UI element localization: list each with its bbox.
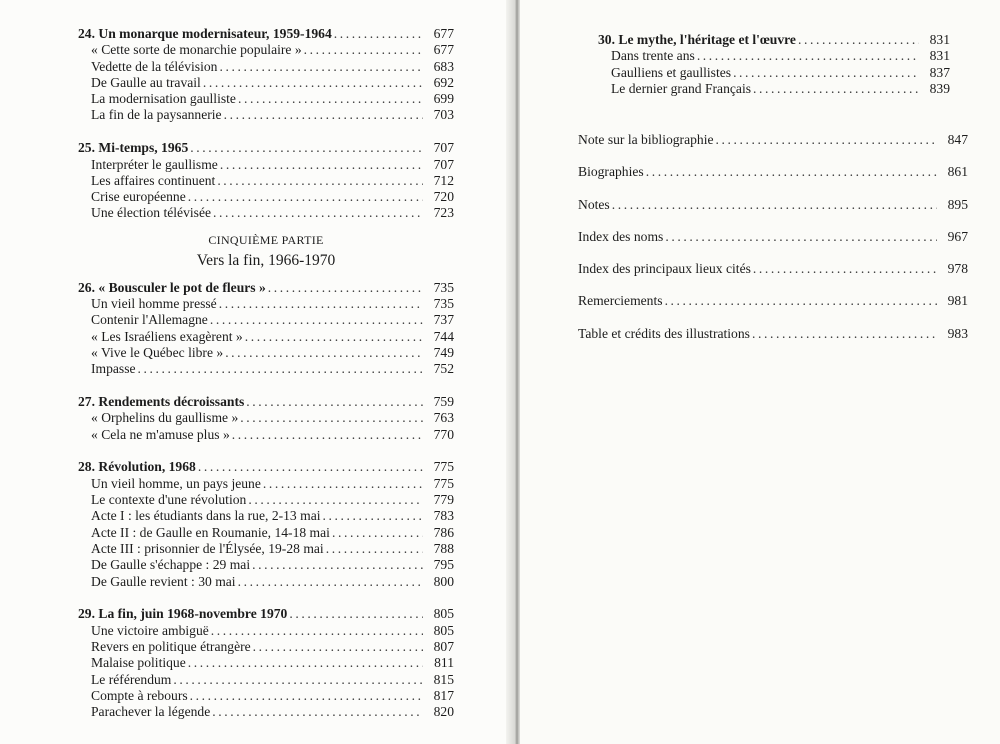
page-number: 712 <box>433 172 454 188</box>
entry-title: Index des principaux lieux cités <box>578 261 751 277</box>
toc-entry[interactable] <box>78 508 454 524</box>
dot-leader <box>665 229 937 245</box>
dot-leader <box>323 508 423 524</box>
entry-title: Note sur la bibliographie <box>578 132 714 147</box>
entry-title: Impasse <box>91 361 136 377</box>
toc-chapter-26[interactable] <box>78 280 454 296</box>
toc-chapter-29[interactable] <box>78 606 454 622</box>
entry-title: Compte à rebours <box>91 687 188 703</box>
dot-leader <box>304 42 423 58</box>
spacer <box>78 124 454 141</box>
entry-title: Notes <box>578 196 610 212</box>
entry-title: Remerciements <box>578 293 663 309</box>
entry-title: Acte III : prisonnier de l'Élysée, 19-28 mai <box>91 540 324 556</box>
page-number: 967 <box>947 228 968 244</box>
toc-entry[interactable] <box>78 75 454 91</box>
page-number: 847 <box>947 132 968 147</box>
entry-title: Malaise politique <box>91 655 186 671</box>
entry-title: Le référendum <box>91 671 172 687</box>
page-number: 759 <box>433 394 454 410</box>
toc-chapter-27[interactable] <box>78 394 454 410</box>
entry-title: Dans trente ans <box>611 48 695 64</box>
page-number: 775 <box>433 475 454 491</box>
toc-entry[interactable] <box>78 296 454 312</box>
chapter-title: 27. Rendements décroissants <box>78 394 245 410</box>
entry-title: De Gaulle revient : 30 mai <box>91 573 236 589</box>
dot-leader <box>220 157 423 173</box>
chapter-title: 30. Le mythe, l'héritage et l'œuvre <box>598 32 796 47</box>
dot-leader <box>753 81 919 97</box>
part-label: CINQUIÈME PARTIE <box>208 232 324 247</box>
toc-entry[interactable] <box>78 189 454 205</box>
entry-title: Parachever la légende <box>91 704 211 720</box>
entry-title: Une victoire ambiguë <box>91 622 209 638</box>
dot-leader <box>665 293 937 309</box>
toc-entry[interactable] <box>78 91 454 107</box>
entry-title: Contenir l'Allemagne <box>91 312 208 328</box>
dot-leader <box>716 132 937 148</box>
page-number: 735 <box>433 279 454 295</box>
toc-entry[interactable] <box>78 157 454 173</box>
page-number: 720 <box>433 189 454 205</box>
entry-title: La fin de la paysannerie <box>91 107 222 123</box>
chapter-title: 25. Mi-temps, 1965 <box>78 140 189 156</box>
part-title: Vers la fin, 1966-1970 <box>196 251 336 269</box>
page-number: 744 <box>433 328 454 344</box>
entry-title: « Les Israéliens exagèrent » <box>91 328 243 344</box>
page-number: 895 <box>947 196 968 212</box>
toc-entry[interactable] <box>78 639 454 655</box>
entry-title: Gaulliens et gaullistes <box>611 64 732 80</box>
back-matter-item[interactable] <box>578 318 968 350</box>
entry-title: « Vive le Québec libre » <box>91 344 224 360</box>
chapter-title: 26. « Bousculer le pot de fleurs » <box>78 279 266 295</box>
toc-entry[interactable] <box>78 59 454 75</box>
entry-title: Le dernier grand Français <box>611 80 752 96</box>
dot-leader <box>173 672 423 688</box>
page-number: 831 <box>929 32 950 47</box>
page-number: 699 <box>433 91 454 107</box>
entry-title: Vedette de la télévision <box>91 58 218 74</box>
dot-leader <box>188 189 423 205</box>
entry-title: Un vieil homme pressé <box>91 296 217 312</box>
back-matter-item[interactable] <box>578 285 968 317</box>
toc-entry[interactable] <box>78 672 454 688</box>
dot-leader <box>138 361 423 377</box>
entry-title: « Cela ne m'amuse plus » <box>91 426 230 442</box>
part-heading <box>78 232 454 272</box>
toc-entry[interactable] <box>598 81 950 97</box>
entry-title: « Orphelins du gaullisme » <box>91 410 239 426</box>
page-number: 770 <box>433 426 454 442</box>
toc-entry[interactable] <box>78 492 454 508</box>
entry-title: Le contexte d'une révolution <box>91 492 247 508</box>
page-number: 703 <box>433 107 454 123</box>
toc-entry[interactable] <box>78 525 454 541</box>
right-page <box>520 0 1000 744</box>
entry-title: Un vieil homme, un pays jeune <box>91 475 261 491</box>
toc-entry[interactable] <box>78 476 454 492</box>
table-of-contents-left <box>78 26 454 720</box>
toc-entry[interactable] <box>78 574 454 590</box>
page-number: 839 <box>929 80 950 96</box>
toc-entry[interactable] <box>78 427 454 443</box>
dot-leader <box>253 639 423 655</box>
page-number: 677 <box>433 26 454 41</box>
page-number: 981 <box>947 293 968 309</box>
page-number: 978 <box>947 261 968 277</box>
page-number: 815 <box>433 671 454 687</box>
entry-title: Crise européenne <box>91 189 186 205</box>
dot-leader <box>213 205 423 221</box>
dot-leader <box>198 459 423 475</box>
dot-leader <box>232 427 423 443</box>
dot-leader <box>248 492 423 508</box>
entry-title: Interpréter le gaullisme <box>91 156 218 172</box>
dot-leader <box>203 75 423 91</box>
spacer <box>78 378 454 395</box>
back-matter-item[interactable] <box>578 124 968 156</box>
toc-entry[interactable] <box>78 312 454 328</box>
toc-entry[interactable] <box>78 107 454 123</box>
toc-chapter-25[interactable] <box>78 140 454 156</box>
toc-entry[interactable] <box>78 345 454 361</box>
toc-entry[interactable] <box>78 173 454 189</box>
dot-leader <box>240 410 423 426</box>
page-number: 692 <box>433 74 454 90</box>
page-number: 783 <box>433 508 454 524</box>
entry-title: La modernisation gaulliste <box>91 91 236 107</box>
page-number: 737 <box>433 312 454 328</box>
spacer <box>78 443 454 460</box>
toc-entry[interactable] <box>78 704 454 720</box>
entry-title: « Cette sorte de monarchie populaire » <box>91 42 302 58</box>
page-number: 763 <box>433 410 454 426</box>
entry-title: Les affaires continuent <box>91 172 216 188</box>
entry-title: De Gaulle s'échappe : 29 mai <box>91 557 251 573</box>
page-number: 723 <box>433 205 454 221</box>
page-number: 805 <box>433 622 454 638</box>
dot-leader <box>753 261 937 277</box>
page-number: 837 <box>929 64 950 80</box>
toc-entry[interactable] <box>78 410 454 426</box>
page-number: 831 <box>929 48 950 64</box>
dot-leader <box>238 91 423 107</box>
page-number: 811 <box>434 655 454 671</box>
dot-leader <box>646 164 937 180</box>
dot-leader <box>190 140 423 156</box>
page-number: 677 <box>433 42 454 58</box>
back-matter-item[interactable] <box>578 189 968 221</box>
back-matter-item[interactable] <box>578 253 968 285</box>
dot-leader <box>245 329 423 345</box>
toc-entry[interactable] <box>78 42 454 58</box>
table-of-contents-right <box>598 32 950 97</box>
entry-title: Acte II : de Gaulle en Roumanie, 14-18 mai <box>91 524 330 540</box>
page-number: 788 <box>433 540 454 556</box>
dot-leader <box>210 312 423 328</box>
dot-leader <box>217 173 423 189</box>
dot-leader <box>752 326 937 342</box>
page-number: 800 <box>433 573 454 589</box>
page-number: 779 <box>433 492 454 508</box>
spacer <box>78 590 454 607</box>
dot-leader <box>212 704 423 720</box>
page-number: 749 <box>433 344 454 360</box>
page-number: 735 <box>433 296 454 312</box>
page-number: 861 <box>947 164 968 180</box>
page-number: 805 <box>433 606 454 622</box>
toc-entry[interactable] <box>78 557 454 573</box>
dot-leader <box>219 59 423 75</box>
page-number: 752 <box>433 361 454 377</box>
toc-entry[interactable] <box>78 205 454 221</box>
page-number: 786 <box>433 524 454 540</box>
dot-leader <box>224 107 423 123</box>
entry-title: Biographies <box>578 164 644 180</box>
dot-leader <box>334 26 423 42</box>
page-number: 807 <box>433 638 454 654</box>
dot-leader <box>225 345 423 361</box>
entry-title: Acte I : les étudiants dans la rue, 2-13 mai <box>91 508 321 524</box>
toc-entry[interactable] <box>78 623 454 639</box>
page-number: 983 <box>947 325 968 341</box>
toc-entry[interactable] <box>598 65 950 81</box>
entry-title: Table et crédits des illustrations <box>578 325 750 341</box>
page-number: 817 <box>433 687 454 703</box>
chapter-title: 28. Révolution, 1968 <box>78 459 196 475</box>
dot-leader <box>326 541 423 557</box>
page-number: 820 <box>433 704 454 720</box>
chapter-title: 24. Un monarque modernisateur, 1959-1964 <box>78 26 332 41</box>
page-number: 775 <box>433 459 454 475</box>
toc-entry[interactable] <box>78 655 454 671</box>
dot-leader <box>252 557 423 573</box>
dot-leader <box>211 623 423 639</box>
entry-title: Revers en politique étrangère <box>91 638 251 654</box>
dot-leader <box>219 296 423 312</box>
page-number: 683 <box>433 58 454 74</box>
dot-leader <box>238 574 423 590</box>
toc-entry[interactable] <box>78 541 454 557</box>
back-matter-item[interactable] <box>578 221 968 253</box>
entry-title: Index des noms <box>578 228 664 244</box>
dot-leader <box>798 32 919 48</box>
toc-chapter-30[interactable] <box>598 32 950 48</box>
dot-leader <box>246 394 423 410</box>
dot-leader <box>263 476 423 492</box>
toc-entry[interactable] <box>598 48 950 64</box>
dot-leader <box>289 606 423 622</box>
chapter-title: 29. La fin, juin 1968-novembre 1970 <box>78 606 288 622</box>
dot-leader <box>332 525 423 541</box>
dot-leader <box>733 65 919 81</box>
toc-entry[interactable] <box>78 361 454 377</box>
dot-leader <box>268 280 423 296</box>
entry-title: Une élection télévisée <box>91 205 212 221</box>
dot-leader <box>612 197 937 213</box>
back-matter-list <box>578 124 968 350</box>
dot-leader <box>697 48 919 64</box>
toc-entry[interactable] <box>78 688 454 704</box>
entry-title: De Gaulle au travail <box>91 74 201 90</box>
page-number: 707 <box>433 156 454 172</box>
dot-leader <box>190 688 423 704</box>
toc-chapter-24[interactable] <box>78 26 454 42</box>
toc-entry[interactable] <box>78 329 454 345</box>
back-matter-item[interactable] <box>578 156 968 188</box>
toc-chapter-28[interactable] <box>78 459 454 475</box>
dot-leader <box>188 655 423 671</box>
page-number: 795 <box>433 557 454 573</box>
page-number: 707 <box>433 140 454 156</box>
